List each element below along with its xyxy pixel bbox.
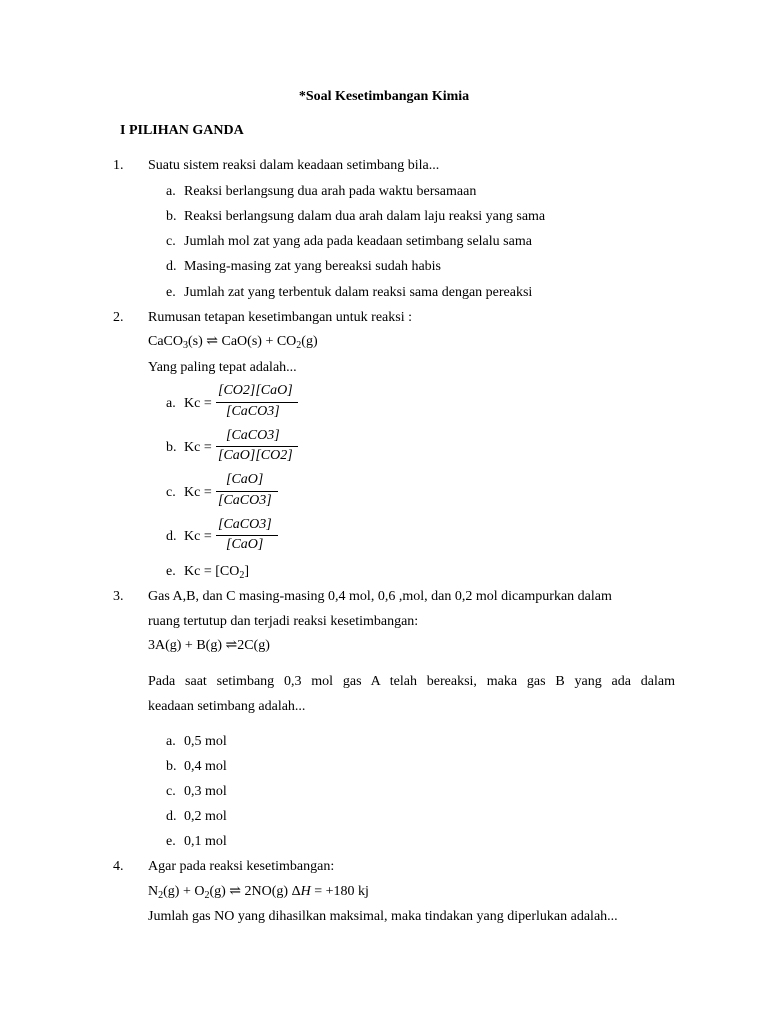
option-letter: c.	[166, 234, 176, 249]
question-number: 2.	[113, 310, 124, 325]
fraction-bar	[216, 535, 278, 536]
option-text: 0,5 mol	[184, 734, 227, 749]
question-text-line: Gas A,B, dan C masing-masing 0,4 mol, 0,6 ,mol, dan 0,2 mol dicampurkan dalam	[148, 589, 612, 604]
option-letter: e.	[166, 834, 176, 849]
option-text: 0,4 mol	[184, 759, 227, 774]
question-paragraph-line: keadaan setimbang adalah...	[148, 699, 306, 714]
option-text: Jumlah mol zat yang ada pada keadaan setimbang selalu sama	[184, 234, 532, 249]
question-paragraph-line: Pada saat setimbang 0,3 mol gas A telah bereaksi, maka gas B yang ada dalam	[148, 674, 675, 689]
option-text: 0,2 mol	[184, 809, 227, 824]
question-prompt: Jumlah gas NO yang dihasilkan maksimal, maka tindakan yang diperlukan adalah...	[148, 909, 618, 924]
option-text: 0,1 mol	[184, 834, 227, 849]
option-letter: a.	[166, 734, 176, 749]
option-text: Jumlah zat yang terbentuk dalam reaksi sama dengan pereaksi	[184, 285, 533, 300]
page-title: *Soal Kesetimbangan Kimia	[298, 89, 470, 104]
question-text-line: ruang tertutup dan terjadi reaksi kesetimbangan:	[148, 614, 419, 629]
fraction-bar	[216, 402, 298, 403]
fraction-numerator: [CO2][CaO]	[218, 383, 293, 398]
fraction-denominator: [CaO]	[226, 537, 264, 552]
kc-label: Kc =	[184, 485, 212, 500]
option-text: $Kc = [CO_2]$	[184, 564, 250, 581]
fraction-numerator: [CaO]	[226, 472, 264, 487]
fraction-numerator: [CaCO3]	[226, 428, 280, 443]
fraction-numerator: [CaCO3]	[218, 517, 272, 532]
option-letter: a.	[166, 184, 176, 199]
question-number: 1.	[113, 158, 124, 173]
option-text: Reaksi berlangsung dua arah pada waktu bersamaan	[184, 184, 477, 199]
fraction-denominator: [CaO][CO2]	[218, 448, 293, 463]
fraction-bar	[216, 491, 278, 492]
fraction-denominator: [CaCO3]	[226, 404, 280, 419]
option-letter: c.	[166, 784, 176, 799]
reaction-equation: $N_2(g) + O_2(g)$ ⇌ 2NO(g) ΔH = +180 kj	[148, 884, 369, 901]
kc-label: Kc =	[184, 440, 212, 455]
option-letter: e.	[166, 285, 176, 300]
section-heading: I PILIHAN GANDA	[120, 123, 244, 138]
fraction-denominator: [CaCO3]	[218, 493, 272, 508]
question-text: Agar pada reaksi kesetimbangan:	[148, 859, 335, 874]
option-letter: b.	[166, 759, 177, 774]
option-letter: e.	[166, 564, 176, 579]
option-letter: d.	[166, 809, 177, 824]
option-letter: b.	[166, 440, 177, 455]
kc-label: Kc =	[184, 396, 212, 411]
reaction-equation: 3A(g) + B(g) ⇌2C(g)	[148, 638, 270, 653]
reaction-equation: CaCO$_3$(s) ⇌ $CaO(s) + CO_2(g)$	[148, 334, 318, 351]
question-text: Suatu sistem reaksi dalam keadaan setimbang bila...	[148, 158, 440, 173]
option-letter: a.	[166, 396, 176, 411]
option-letter: d.	[166, 529, 177, 544]
question-number: 3.	[113, 589, 124, 604]
option-text: Reaksi berlangsung dalam dua arah dalam laju reaksi yang sama	[184, 209, 546, 224]
option-letter: c.	[166, 485, 176, 500]
option-text: Masing-masing zat yang bereaksi sudah habis	[184, 259, 441, 274]
fraction-bar	[216, 446, 298, 447]
question-text: Rumusan tetapan kesetimbangan untuk reaksi :	[148, 310, 412, 325]
option-letter: b.	[166, 209, 177, 224]
question-prompt: Yang paling tepat adalah...	[148, 360, 297, 375]
option-letter: d.	[166, 259, 177, 274]
question-number: 4.	[113, 859, 124, 874]
kc-label: Kc =	[184, 529, 212, 544]
option-text: 0,3 mol	[184, 784, 227, 799]
